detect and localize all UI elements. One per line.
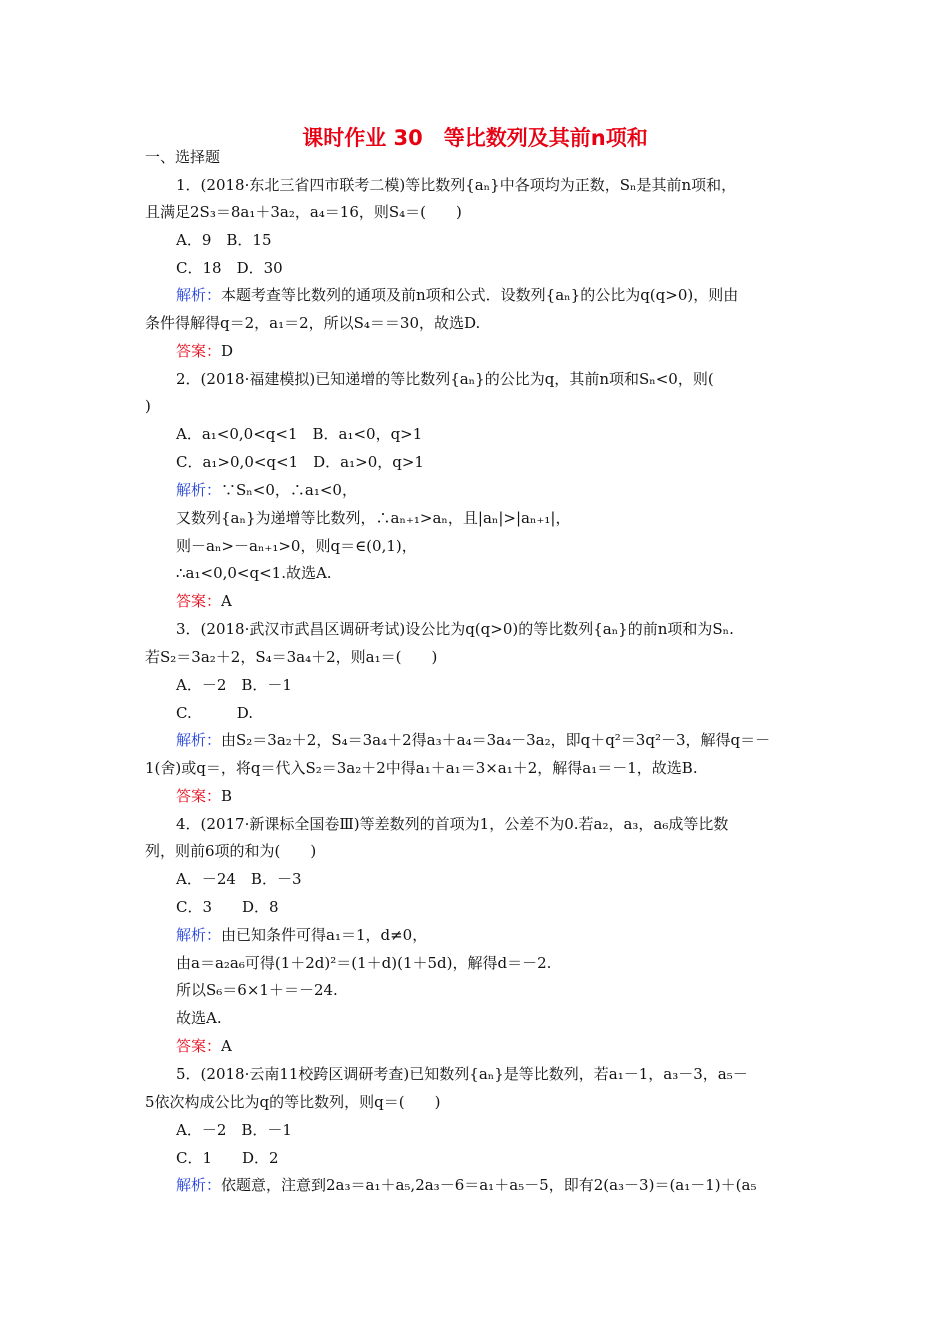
q2-analysis-line3: 则－aₙ>－aₙ₊₁>0，则q＝∈(0,1)，	[176, 537, 417, 555]
analysis-text: 由S₂＝3a₂＋2，S₄＝3a₄＋2得a₃＋a₄＝3a₄－3a₂，即q＋q²＝3q²－3，解得q＝－	[221, 731, 771, 749]
q1-analysis-line2: 条件得解得q＝2，a₁＝2，所以S₄＝＝30，故选D.	[145, 314, 481, 332]
q4-analysis-line1	[176, 924, 810, 946]
analysis-label: 解析：	[176, 481, 222, 499]
q4-analysis-line4: 故选A.	[176, 1009, 222, 1027]
answer-value: D	[221, 342, 234, 360]
q3-stem-line1: 3．(2018·武汉市武昌区调研考试)设公比为q(q>0)的等比数列{aₙ}的前n项和为Sₙ.	[176, 620, 734, 638]
section-heading: 一、选择题	[145, 148, 221, 166]
q1-stem-line1: 1．(2018·东北三省四市联考二模)等比数列{aₙ}中各项均为正数，Sₙ是其前n项和，	[176, 176, 737, 194]
q4-analysis-line2: 由a＝a₂a₆可得(1＋2d)²＝(1＋d)(1＋5d)，解得d＝－2.	[176, 954, 552, 972]
q1-options-cd: C．18 D．30	[176, 259, 283, 277]
answer-value: A	[221, 1037, 232, 1055]
q2-analysis-line4: ∴a₁<0,0<q<1.故选A.	[176, 564, 332, 582]
answer-value: A	[221, 592, 232, 610]
q1-stem-line2: 且满足2S₃＝8a₁＋3a₂，a₄＝16，则S₄＝( )	[145, 203, 462, 221]
q4-answer	[176, 1035, 810, 1057]
q1-analysis-line1	[176, 284, 810, 306]
q3-options-cd: C. D.	[176, 704, 253, 722]
analysis-text: 由已知条件可得a₁＝1，d≠0，	[221, 926, 428, 944]
answer-label: 答案：	[176, 592, 222, 610]
q3-analysis-line2: 1(舍)或q＝，将q＝代入S₂＝3a₂＋2中得a₁＋a₁＝3×a₁＋2，解得a₁＝－1，故选B.	[145, 759, 698, 777]
q4-options-cd: C．3 D．8	[176, 898, 279, 916]
q2-answer	[176, 590, 810, 612]
q2-stem-line2: )	[145, 397, 151, 415]
analysis-text: ∵Sₙ<0，∴a₁<0，	[221, 481, 357, 499]
q4-options-ab: A．－24 B．－3	[176, 870, 302, 888]
q3-stem-line2: 若S₂＝3a₂＋2，S₄＝3a₄＋2，则a₁＝( )	[145, 648, 438, 666]
analysis-text: 本题考查等比数列的通项及前n项和公式．设数列{aₙ}的公比为q(q>0)，则由	[221, 286, 739, 304]
answer-value: B	[221, 787, 233, 805]
analysis-label: 解析：	[176, 1176, 222, 1194]
q5-stem-line1: 5．(2018·云南11校跨区调研考查)已知数列{aₙ}是等比数列，若a₁－1，a₃－3，a₅－	[176, 1065, 748, 1083]
q2-analysis-line2: 又数列{aₙ}为递增等比数列，∴aₙ₊₁>aₙ，且|aₙ|>|aₙ₊₁|，	[176, 509, 571, 527]
q3-answer	[176, 785, 810, 807]
q5-options-cd: C．1 D．2	[176, 1149, 279, 1167]
answer-label: 答案：	[176, 1037, 222, 1055]
analysis-label: 解析：	[176, 286, 222, 304]
q4-stem-line1: 4．(2017·新课标全国卷Ⅲ)等差数列的首项为1，公差不为0.若a₂，a₃，a₆成等比数	[176, 815, 729, 833]
analysis-label: 解析：	[176, 731, 222, 749]
answer-label: 答案：	[176, 342, 222, 360]
q5-analysis-line1	[176, 1174, 810, 1196]
page-title: 课时作业 30 等比数列及其前n项和	[302, 126, 648, 150]
q1-options-ab: A．9 B．15	[176, 231, 272, 249]
analysis-label: 解析：	[176, 926, 222, 944]
q3-analysis-line1	[176, 729, 810, 751]
q4-stem-line2: 列，则前6项的和为( )	[145, 842, 317, 860]
answer-label: 答案：	[176, 787, 222, 805]
q1-answer	[176, 340, 810, 362]
q4-analysis-line3: 所以S₆＝6×1＋＝－24.	[176, 981, 338, 999]
q5-options-ab: A．－2 B．－1	[176, 1121, 292, 1139]
q2-stem-line1: 2．(2018·福建模拟)已知递增的等比数列{aₙ}的公比为q，其前n项和Sₙ<0，则(	[176, 370, 714, 388]
q3-options-ab: A．－2 B．－1	[176, 676, 292, 694]
q5-stem-line2: 5依次构成公比为q的等比数列，则q＝( )	[145, 1093, 441, 1111]
q2-options-cd: C．a₁>0,0<q<1 D．a₁>0，q>1	[176, 453, 424, 471]
q2-options-ab: A．a₁<0,0<q<1 B．a₁<0，q>1	[176, 425, 423, 443]
analysis-text: 依题意，注意到2a₃＝a₁＋a₅,2a₃－6＝a₁＋a₅－5，即有2(a₃－3)＝(a₁－1)＋(a₅	[221, 1176, 757, 1194]
q2-analysis-line1	[176, 479, 810, 501]
